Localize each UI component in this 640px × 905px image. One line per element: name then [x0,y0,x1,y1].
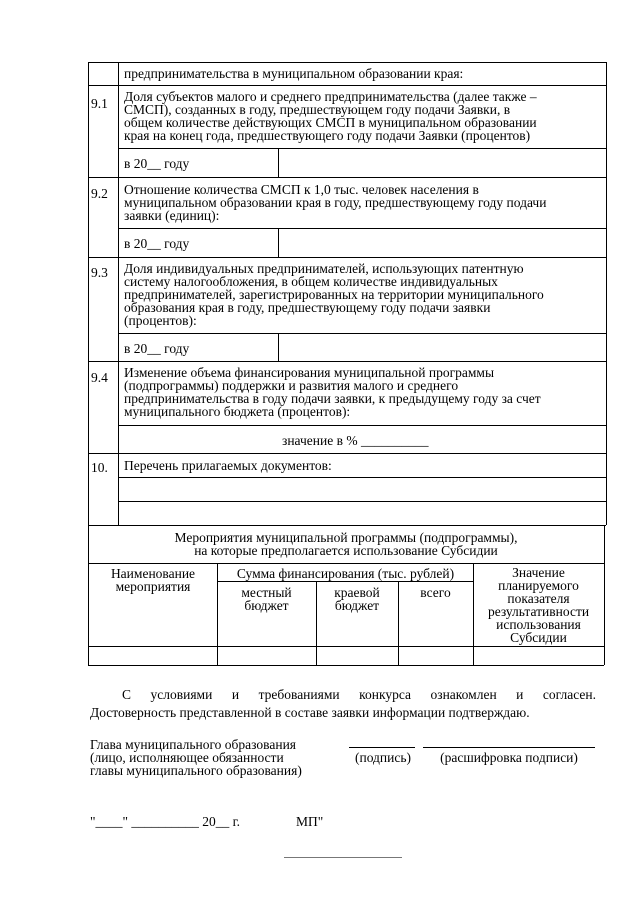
events-table-border [88,525,89,665]
events-col-local: местный бюджет [241,585,292,613]
row-9-3-text: Доля индивидуальных предпринимателей, использующих патентную систему налогообложения, в общем количестве индивидуальных предпринимателей, зарегистрированных на территории муниципального образования края в году, предшествующему году подачи заявки (процентов): [124,261,544,328]
events-col-sum: Сумма финансирования (тыс. рублей) [236,566,455,581]
events-col-total: всего [420,585,451,600]
table-border [278,228,279,257]
table-border [278,148,279,177]
events-table-border [217,581,473,582]
table-border [118,148,606,149]
table-border [88,62,606,63]
events-table-border [88,665,604,666]
events-table-border [88,563,604,564]
agreement-line-2: Достоверность представленной в составе заявки информации подтверждаю. [90,705,530,720]
table-border [88,361,606,362]
row-9-4-text: Изменение объема финансирования муниципальной программы (подпрограммы) поддержки и развития малого и среднего предпринимательства в году подачи заявки, к предыдущему году за счет муниципального бюджета (процентов): [124,365,541,419]
events-col-value: Значение планируемого показателя результативности использования Субсидии [487,565,590,645]
events-table-border [88,646,604,647]
table-border [118,501,606,502]
table-border [88,177,606,178]
row-9-4-value: значение в % __________ [282,433,429,448]
signature-line[interactable] [349,747,415,748]
row-9-1-year: в 20__ году [124,156,190,171]
row-number-10: 10. [91,460,108,475]
table-border [118,477,606,478]
table-border [118,425,606,426]
signature-decode-label: (расшифровка подписи) [440,750,578,765]
row-9-3-year: в 20__ году [124,341,190,356]
table-border [88,257,606,258]
row-9-2-text: Отношение количества СМСП к 1,0 тыс. человек населения в муниципальном образовании края в году, предшествующему году подачи заявки (единиц): [124,182,547,223]
row-number-9-2: 9.2 [91,186,108,201]
footer-divider [284,857,402,858]
signature-decode-line[interactable] [423,747,595,748]
events-col-regional: краевой бюджет [334,585,380,613]
table-border [606,62,607,525]
table-border [118,333,606,334]
table-border [118,62,119,525]
date-line: "____" __________ 20__ г. [90,814,241,829]
events-table-title: Мероприятия муниципальной программы (подпрограммы), на которые предполагается использование Субсидии [174,530,518,558]
signature-label: (подпись) [354,750,412,765]
table-border [88,62,89,525]
signatory-title: Глава муниципального образования (лицо, исполняющее обязанности главы муниципального образования) [90,737,302,778]
row-9-2-year: в 20__ году [124,236,190,251]
table-border [88,85,606,86]
table-border [118,228,606,229]
events-table-border [88,525,604,526]
row-number-9-3: 9.3 [91,265,108,280]
row-9-1-text: Доля субъектов малого и среднего предпринимательства (далее также – СМСП), созданных в году, предшествующем году подачи Заявки, в общем количестве действующих СМСП в муниципальном образовании края на конец года, предшествующего году подачи Заявки (процентов) [124,89,537,143]
events-table-border [604,525,605,665]
table-border [278,333,279,361]
agreement-line-1: С условиями и требованиями конкурса ознакомлен и согласен. [122,687,596,702]
row-number-9-4: 9.4 [91,370,108,385]
table-border [88,453,606,454]
events-col-name: Наименование мероприятия [110,566,196,594]
stamp-mark: МП" [296,814,324,829]
row-continuation-text: предпринимательства в муниципальном образовании края: [124,66,464,81]
row-10-text: Перечень прилагаемых документов: [124,458,332,473]
row-number-9-1: 9.1 [91,96,108,111]
